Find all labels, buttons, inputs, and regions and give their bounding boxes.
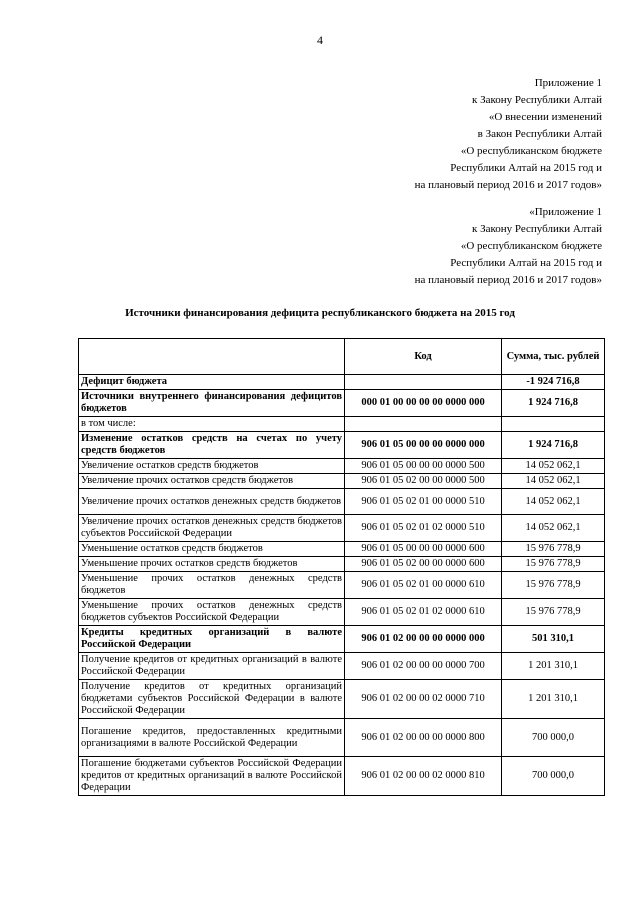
- row-sum-cell: 1 924 716,8: [502, 432, 605, 459]
- appendix-line: «Приложение 1: [529, 206, 602, 218]
- appendix-heading-2: [415, 204, 602, 289]
- row-sum-cell: 501 310,1: [502, 626, 605, 653]
- table-row: [79, 375, 605, 390]
- row-name-cell: Увеличение прочих остатков денежных средств бюджетов: [79, 489, 345, 515]
- row-name-cell: Увеличение прочих остатков средств бюджетов: [79, 474, 345, 489]
- row-sum-cell: 700 000,0: [502, 757, 605, 796]
- row-sum-cell: 14 052 062,1: [502, 459, 605, 474]
- appendix-line: Приложение 1: [534, 77, 602, 89]
- document-title: Источники финансирования дефицита республиканского бюджета на 2015 год: [125, 307, 515, 319]
- row-name-cell: Погашение бюджетами субъектов Российской Федерации кредитов от кредитных организаций в валюте Российской Федерации: [79, 757, 345, 796]
- row-sum-cell: -1 924 716,8: [502, 375, 605, 390]
- row-sum-cell: 15 976 778,9: [502, 599, 605, 626]
- row-sum-cell: [502, 417, 605, 432]
- row-code-cell: 000 01 00 00 00 00 0000 000: [345, 390, 502, 417]
- header-name: [79, 339, 345, 375]
- row-name-cell: Дефицит бюджета: [79, 375, 345, 390]
- table-row: [79, 474, 605, 489]
- appendix-line: к Закону Республики Алтай: [472, 223, 602, 235]
- row-name-cell: Погашение кредитов, предоставленных кредитными организациями в валюте Российской Федерации: [79, 719, 345, 757]
- row-code-cell: 906 01 02 00 00 00 0000 800: [345, 719, 502, 757]
- appendix-line: на плановый период 2016 и 2017 годов»: [414, 179, 602, 191]
- row-code-cell: 906 01 02 00 00 00 0000 700: [345, 653, 502, 680]
- financing-sources-table: [78, 338, 605, 796]
- row-sum-cell: 1 201 310,1: [502, 653, 605, 680]
- row-sum-cell: 1 201 310,1: [502, 680, 605, 719]
- row-sum-cell: 14 052 062,1: [502, 489, 605, 515]
- row-code-cell: 906 01 02 00 00 00 0000 000: [345, 626, 502, 653]
- row-code-cell: 906 01 05 00 00 00 0000 000: [345, 432, 502, 459]
- row-code-cell: 906 01 05 02 01 02 0000 510: [345, 515, 502, 542]
- row-sum-cell: 15 976 778,9: [502, 572, 605, 599]
- table-row: [79, 557, 605, 572]
- table-row: [79, 489, 605, 515]
- row-code-cell: 906 01 05 02 00 00 0000 600: [345, 557, 502, 572]
- table-row: [79, 459, 605, 474]
- table-row: [79, 390, 605, 417]
- table-row: [79, 653, 605, 680]
- row-code-cell: 906 01 05 02 01 00 0000 510: [345, 489, 502, 515]
- row-name-cell: в том числе:: [79, 417, 345, 432]
- table-row: [79, 542, 605, 557]
- appendix-line: «О республиканском бюджете: [460, 240, 602, 252]
- table-body: [79, 375, 605, 796]
- appendix-line: Республики Алтай на 2015 год и: [450, 257, 602, 269]
- row-code-cell: 906 01 05 02 01 00 0000 610: [345, 572, 502, 599]
- table-row: [79, 680, 605, 719]
- row-name-cell: Увеличение остатков средств бюджетов: [79, 459, 345, 474]
- appendix-line: к Закону Республики Алтай: [472, 94, 602, 106]
- row-code-cell: [345, 417, 502, 432]
- row-name-cell: Уменьшение прочих остатков денежных средств бюджетов: [79, 572, 345, 599]
- row-name-cell: Источники внутреннего финансирования дефицитов бюджетов: [79, 390, 345, 417]
- row-name-cell: Уменьшение прочих остатков средств бюджетов: [79, 557, 345, 572]
- row-sum-cell: 15 976 778,9: [502, 557, 605, 572]
- header-code: Код: [345, 339, 502, 375]
- table-header-row: [79, 339, 605, 375]
- row-sum-cell: 15 976 778,9: [502, 542, 605, 557]
- row-name-cell: Получение кредитов от кредитных организаций в валюте Российской Федерации: [79, 653, 345, 680]
- row-name-cell: Изменение остатков средств на счетах по учету средств бюджетов: [79, 432, 345, 459]
- row-name-cell: Увеличение прочих остатков денежных средств бюджетов субъектов Российской Федерации: [79, 515, 345, 542]
- row-code-cell: 906 01 02 00 00 02 0000 810: [345, 757, 502, 796]
- row-name-cell: Получение кредитов от кредитных организаций бюджетами субъектов Российской Федерации в валюте Российской Федерации: [79, 680, 345, 719]
- row-sum-cell: 14 052 062,1: [502, 474, 605, 489]
- row-name-cell: Уменьшение остатков средств бюджетов: [79, 542, 345, 557]
- appendix-heading-1: [415, 75, 602, 194]
- row-code-cell: 906 01 05 00 00 00 0000 500: [345, 459, 502, 474]
- table-row: [79, 417, 605, 432]
- row-sum-cell: 700 000,0: [502, 719, 605, 757]
- row-code-cell: [345, 375, 502, 390]
- table-row: [79, 757, 605, 796]
- table-row: [79, 432, 605, 459]
- appendix-line: «О внесении изменений: [488, 111, 602, 123]
- row-code-cell: 906 01 05 02 01 02 0000 610: [345, 599, 502, 626]
- row-sum-cell: 1 924 716,8: [502, 390, 605, 417]
- header-sum: Сумма, тыс. рублей: [502, 339, 605, 375]
- appendix-line: «О республиканском бюджете: [460, 145, 602, 157]
- appendix-line: в Закон Республики Алтай: [477, 128, 602, 140]
- row-code-cell: 906 01 05 00 00 00 0000 600: [345, 542, 502, 557]
- row-code-cell: 906 01 05 02 00 00 0000 500: [345, 474, 502, 489]
- table-row: [79, 515, 605, 542]
- row-name-cell: Кредиты кредитных организаций в валюте Российской Федерации: [79, 626, 345, 653]
- appendix-line: на плановый период 2016 и 2017 годов»: [414, 274, 602, 286]
- table-row: [79, 599, 605, 626]
- table-row: [79, 719, 605, 757]
- table-row: [79, 572, 605, 599]
- row-name-cell: Уменьшение прочих остатков денежных средств бюджетов субъектов Российской Федерации: [79, 599, 345, 626]
- row-sum-cell: 14 052 062,1: [502, 515, 605, 542]
- table-row: [79, 626, 605, 653]
- appendix-line: Республики Алтай на 2015 год и: [450, 162, 602, 174]
- row-code-cell: 906 01 02 00 00 02 0000 710: [345, 680, 502, 719]
- page-number: 4: [317, 33, 323, 47]
